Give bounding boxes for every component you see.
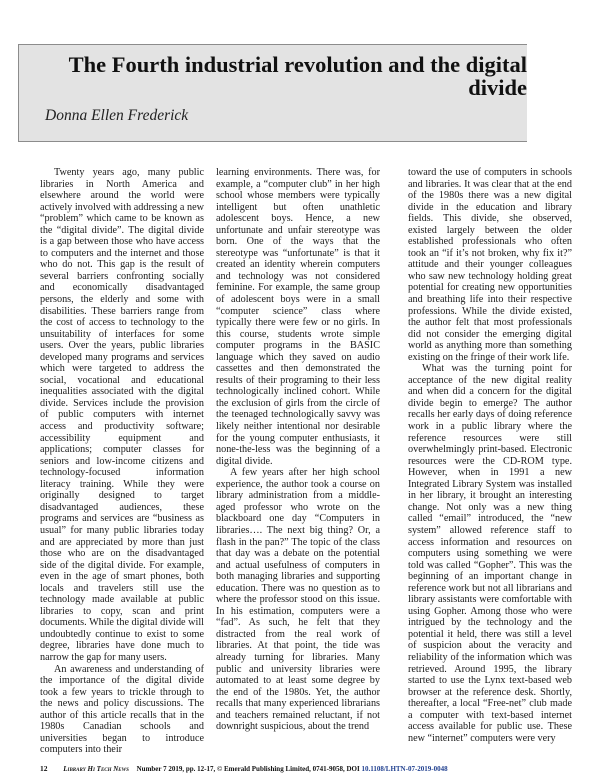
paragraph: A few years after her high school experience, the author took a course on library administration from a middle-aged professor who wrote on the blackboard one day “Computers in libraries…. The next big thing? Or, a flash in the pan?” The topic of the class that day was a debate on the potential and actual usefulness of computers in both managing libraries and supporting education. There was no question as to where the professor stood on this issue. In his estimation, computers were a “fad”. As such, he felt that they distracted from the real work of libraries. At that point, the tide was already turning for libraries. Many public and university libraries were automated to at least some degree by the end of the 1980s. Yet, the author recalls that many experienced librarians and teachers remained reluctant, if not downright suspicious, about the trend [216,467,380,733]
page-number: 12 [40,764,48,773]
paragraph: Twenty years ago, many public libraries in North America and elsewhere around the world were actively involved with addressing a new “problem” which came to be known as the “digital divide”. The digital divide is a gap between those who have access to computers and the internet and those who do not. This gap is the result of several barriers confronting socially and economically disadvantaged persons, the elderly and some with disabilities. These barriers range from the cost of access to technology to the unsuitability of interfaces for some users. Over the years, public libraries developed many programs and services which were targeted to address the social, vocational and educational inequalities associated with the digital divide. Services include the provision of public computers with internet access and productivity software; accessibility equipment and applications; computer classes for seniors and low-income citizens and technology-focused information literacy training. While they were originally designed to target disadvantaged audiences, these programs and services are “business as usual” for many public libraries today and are appreciated by more than just those who are on the disadvantaged side of the digital divide. For example, even in the age of smart phones, both locals and travelers still use the technology made available at public libraries to copy, scan and print documents. While the digital divide will undoubtedly continue to exist to some degree, libraries have done much to narrow the gap for many users. [40,167,204,663]
paragraph: learning environments. There was, for example, a “computer club” in her high school whose members were typically intelligent but often unathletic adolescent boys. Hence, a new unfortunate and unfair stereotype was born. One of the ways that the stereotype was “unfortunate” is that it created an identity wherein computers and technology was not considered feminine. For example, the same group of adolescent boys were in a small “computer science” class where typically there were few or no girls. In this course, students wrote simple computer programs in the BASIC language which they saved on audio cassettes and then demonstrated the results of their programing to their less technologically inclined cohort. While the exclusion of girls from the circle of the teenaged technologically savvy was likely neither intentional nor desirable for the young computer enthusiasts, it none-the-less was the beginning of a digital divide. [216,167,380,467]
article-title: The Fourth industrial revolution and the digital divide [68,52,527,100]
text-column-1 [40,167,204,757]
journal-name: Library Hi Tech News [63,765,129,773]
text-column-3 [408,167,572,757]
page-footer [40,763,570,775]
article-author: Donna Ellen Frederick [45,107,189,124]
doi-link[interactable]: 10.1108/LHTN-07-2019-0048 [361,765,448,773]
citation-text: Number 7 2019, pp. 12-17, © Emerald Publishing Limited, 0741-9058, DOI [136,765,360,773]
article-header [18,44,527,142]
paragraph: What was the turning point for acceptance of the new digital reality and when did a concern for the digital divide begin to emerge? The author recalls her early days of doing reference work in a public library where the reference resources were still overwhelmingly print-based. Electronic resources were the CD-ROM type. However, when in 1991 a new Integrated Library System was installed in her library, it brought an interesting change. Not only was a new thing called “email” introduced, the “new system” allowed reference staff to access information and resources on computers using something we were told was called “Gopher”. This was the beginning of an important change in reference work but not all librarians and library assistants were comfortable with using Gopher. Among those who were intrigued by the technology and the potential it held, there was still a level of suspicion about the veracity and reliability of the information which was retrieved. Around 1995, the library started to use the Lynx text-based web browser at the reference desk. Shortly, thereafter, a local “Free-net” club made a computer with text-based internet access available for public use. These new “internet” computers were very [408,363,572,744]
text-column-2 [216,167,380,757]
paragraph: toward the use of computers in schools and libraries. It was clear that at the end of the 1980s there was a new digital divide in the education and library fields. This divide, she observed, existed largely between the older established professionals who often took an “if it’s not broken, why fix it?” attitude and their younger colleagues who saw new technology holding great potential for creating new opportunities and breathing life into their respective professions. While the divide existed, the author felt that most professionals did not consider the emerging digital world as anything more than something existing on the fringe of their work life. [408,167,572,363]
paragraph: An awareness and understanding of the importance of the digital divide took a few years to trickle through to the news and policy discussions. The author of this article recalls that in the 1980s Canadian schools and universities began to introduce computers into their [40,663,204,756]
